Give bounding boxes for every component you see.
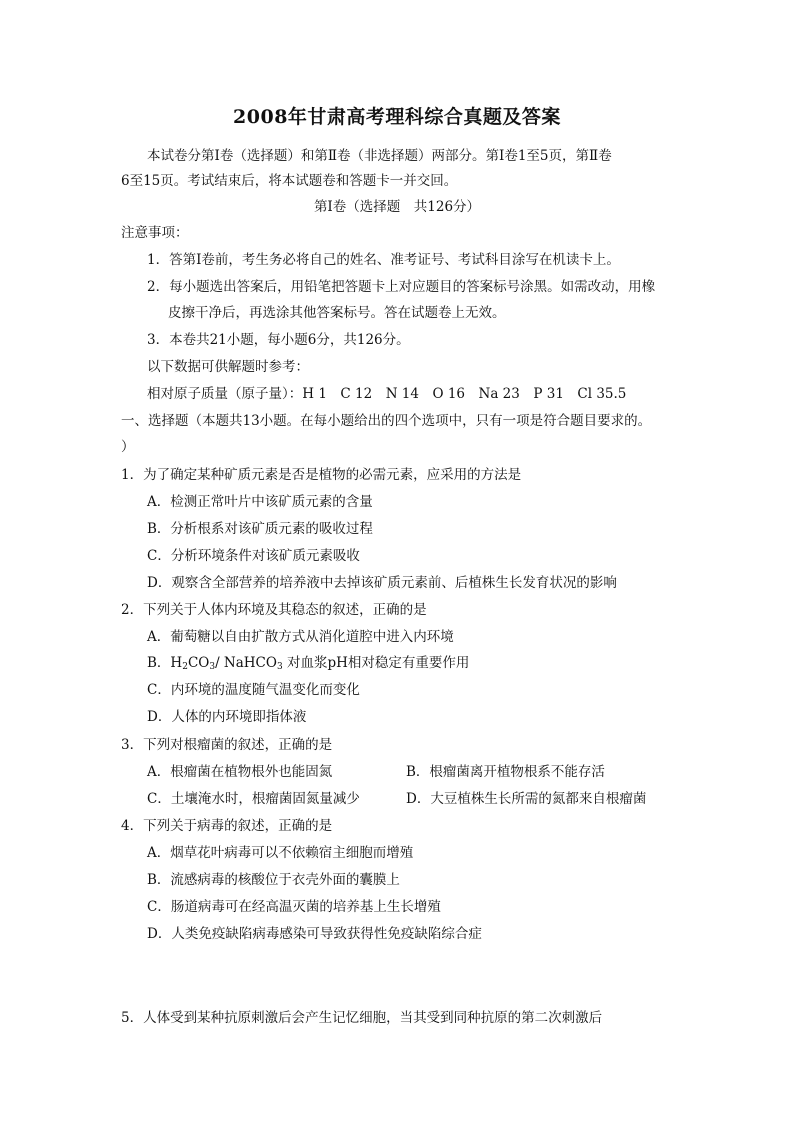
question-3-option-c: C．土壤淹水时，根瘤菌固氮量减少 [147, 791, 360, 807]
question-4-option-a: A．烟草花叶病毒可以不依赖宿主细胞而增殖 [147, 845, 414, 861]
q2b-mid-2: / NaHCO [215, 655, 277, 671]
data-reference: 以下数据可供解题时参考： [147, 359, 309, 375]
question-4-option-b: B．流感病毒的核酸位于衣壳外面的囊膜上 [147, 872, 400, 888]
intro-line-2: 6至15页。考试结束后，将本试题卷和答题卡一并交回。 [121, 173, 458, 189]
part1-heading-line-2: ） [121, 439, 135, 455]
question-1-option-b: B．分析根系对该矿质元素的吸收过程 [147, 521, 373, 537]
question-4-option-c: C．肠道病毒可在经高温灭菌的培养基上生长增殖 [147, 899, 441, 915]
intro-line-1: 本试卷分第Ⅰ卷（选择题）和第Ⅱ卷（非选择题）两部分。第Ⅰ卷1至5页，第Ⅱ卷 [147, 148, 612, 164]
question-1-stem: 1．为了确定某种矿质元素是否是植物的必需元素，应采用的方法是 [121, 467, 522, 483]
question-1-option-d: D．观察含全部营养的培养液中去掉该矿质元素前、后植株生长发育状况的影响 [147, 575, 617, 591]
part1-heading-line-1: 一、选择题（本题共13小题。在每小题给出的四个选项中，只有一项是符合题目要求的。 [121, 413, 652, 429]
question-1-option-c: C．分析环境条件对该矿质元素吸收 [147, 548, 360, 564]
page-title: 2008年甘肃高考理科综合真题及答案 [233, 106, 561, 128]
q2b-prefix: B．H [147, 655, 183, 671]
question-5-stem: 5．人体受到某种抗原刺激后会产生记忆细胞，当其受到同种抗原的第二次刺激后 [121, 1010, 603, 1026]
question-4-stem: 4．下列关于病毒的叙述，正确的是 [121, 818, 333, 834]
notes-heading: 注意事项： [121, 225, 189, 241]
q2b-suffix: 对血浆pH相对稳定有重要作用 [282, 655, 470, 671]
question-2-option-d: D．人体的内环境即指体液 [147, 709, 307, 725]
q2b-sub-2: 3 [209, 662, 216, 672]
q2b-sub-3: 3 [276, 662, 283, 672]
atomic-mass-table: 相对原子质量（原子量）：H 1 C 12 N 14 O 16 Na 23 P 31 Cl 35.5 [147, 386, 627, 402]
notes-item-3: 3．本卷共21小题，每小题6分，共126分。 [147, 332, 410, 348]
notes-item-2-line-2: 皮擦干净后，再选涂其他答案标号。答在试题卷上无效。 [168, 305, 506, 321]
question-2-stem: 2．下列关于人体内环境及其稳态的叙述，正确的是 [121, 602, 427, 618]
q2b-sub-1: 2 [182, 662, 188, 672]
q2b-mid-1: CO [187, 655, 210, 671]
question-3-option-b: B．根瘤菌离开植物根系不能存活 [406, 764, 605, 780]
question-2-option-a: A．葡萄糖以自由扩散方式从消化道腔中进入内环境 [147, 629, 454, 645]
question-3-stem: 3．下列对根瘤菌的叙述，正确的是 [121, 737, 333, 753]
notes-item-1: 1．答第Ⅰ卷前，考生务必将自己的姓名、准考证号、考试科目涂写在机读卡上。 [147, 252, 620, 268]
section-heading: 第Ⅰ卷（选择题 共126分） [313, 199, 481, 215]
question-2-option-c: C．内环境的温度随气温变化而变化 [147, 682, 360, 698]
question-3-option-d: D．大豆植株生长所需的氮都来自根瘤菌 [406, 791, 647, 807]
question-4-option-d: D．人类免疫缺陷病毒感染可导致获得性免疫缺陷综合症 [147, 926, 482, 942]
question-1-option-a: A．检测正常叶片中该矿质元素的含量 [147, 494, 373, 510]
notes-item-2-line-1: 2．每小题选出答案后，用铅笔把答题卡上对应题目的答案标号涂黑。如需改动，用橡 [147, 279, 656, 295]
question-3-option-a: A．根瘤菌在植物根外也能固氮 [147, 764, 333, 780]
question-2-option-b [147, 657, 469, 672]
